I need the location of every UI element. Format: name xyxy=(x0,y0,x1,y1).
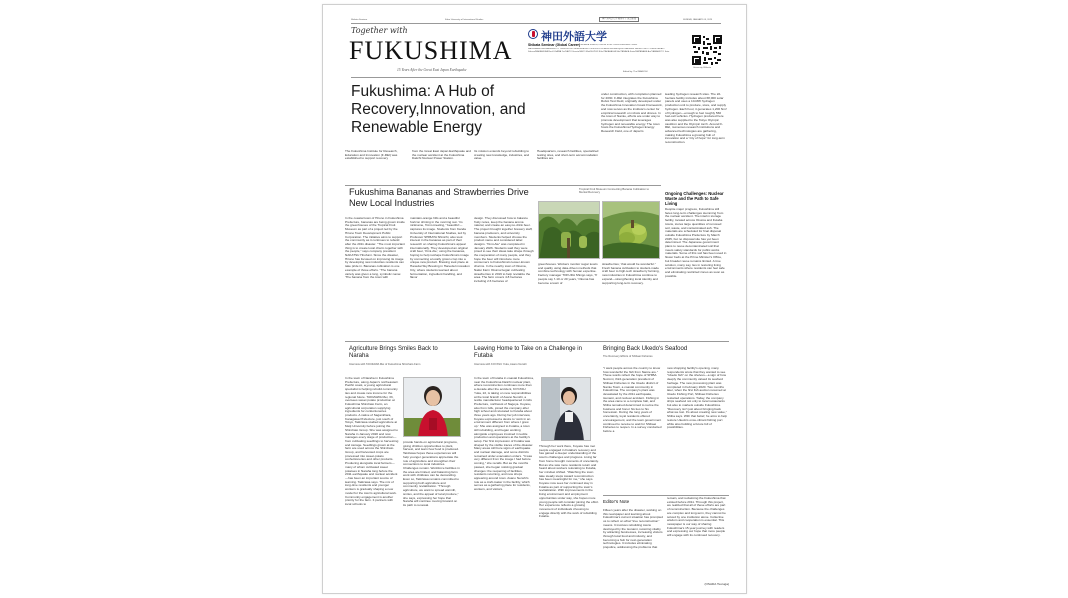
masthead-tagline: 15 Years After the Great East Japan Earthquake xyxy=(397,68,467,72)
lead-column-3: Its mission extends beyond rebuilding to creating new knowledge, industries, and value. xyxy=(474,150,530,161)
editors-note-heading: Editor's Note xyxy=(603,499,630,504)
bananas-column-3: design. They discussed how to balance fruity notes, keep the banana aroma natural, and create an easy-to-drink beer. The project brought together brewery staff, banana producers, and university members. Students helped choose the product name and considered label designs. "Kimi-Ale" was completed in January 2026. Students said they were proud to see their ideas take shape through the cooperation of many people, and they hope the beer will introduce more consumers to Fukushima's lesser-known charms. In the nearby town of Okuma, Nakui Farm Okuma began cultivating strawberries in 2019 to help revitalize the area. The farm covers 4.8 hectares including 2.6 hectares of xyxy=(474,217,534,283)
article-futaba-body-2: Through her work there, Koyasu has met people engaged in Futaba's recovery and has gained a deeper understanding of the town's challenges and progress. Living far from home brought moments of uncertainty. But as she saw more residents return and heard about workers relocating to Futaba, her mindset shifted. "Watching the town take steady steps toward reconstruction has been meaningful for me," she says. Koyasu now sees her continued stay in Futaba as part of supporting the town's revitalization. With improvements in the living environment and employment opportunities under way, she hopes more young people will consider joining the effort. Her experience reflects a growing movement of individuals choosing to engage directly with the work of rebuilding Futaba. xyxy=(539,445,599,519)
banana-photo-image xyxy=(539,202,600,259)
university-name: 神田外語大学 xyxy=(541,30,607,43)
bananas-headline: Fukushima Bananas and Strawberries Drive New Local Industries xyxy=(349,187,529,208)
banana-bunch-image xyxy=(603,202,660,259)
lead-column-6: leading hydrogen research sites. The 22-hectare facility includes about 68,000 solar panels and uses a 10-MW hydrogen production unit to produce, store, and supply hydrogen. Each hour, it generates 1,200 Nm³ of hydrogen—enough to fuel roughly 560 fuel-cell vehicles. Hydrogen produced here was also supplied to the Tokyo Olympic cauldron and the Olympic torch. Around F-REI, numerous research institutions and advanced technologies are gathering, making Fukushima a growing hub of innovation and a "city of hope" for long-term reconstruction. xyxy=(665,93,727,145)
article-naraha-body-1: In the town of Naraha in Fukushima Prefecture, along Japan's northeastern Pacific coast, a young agricultural specialist is helping rebuild community ties and create new income for the regional future. TAKIZAWA Mei, 33, oversees sweet potato production at Fukushima Shirohato Farm, an agricultural corporation supplying ingredients for confectioneries products. A native of Sagamihara, Kanagawa Prefecture, just south of Tokyo, Takizawa studied agriculture at Meiji University before joining the Shirohato Group. She was assigned to Naraha in January 2020 and now manages every stage of production—from cultivating seedlings to harvesting and storage. Seedlings grown at the farm are used across the Shirohato Group, and harvested crops are processed into sweet-potato confectioneries and other products. Producing alongside local farmers—many of whom cultivated sweet potatoes in Naraha long before the 2011 earthquake and nuclear accident—has been an important source of learning. Takizawa says. The mix of long-time residents and younger workers is gradually shaping a new model for the town's agricultural work. Community engagement is another priority for the farm. It partners with local schools to xyxy=(345,377,399,506)
header-paper-title-box: 神戸外国語大学 柴田ゼミ 英語新聞 xyxy=(599,17,639,22)
banana-greenhouse-photo xyxy=(538,201,600,259)
newspaper-page xyxy=(322,4,747,594)
masthead-title: FUKUSHIMA xyxy=(349,36,513,65)
article-naraha-subtitle: Interview with TAKIZAWA Mei of Fukushima Shirohato Farm xyxy=(349,363,421,366)
takizawa-portrait-image xyxy=(404,378,461,437)
lead-column-2: from the Great East Japan Earthquake and the nuclear accident at the Fukushima Daiichi Nuclear Power Station. xyxy=(412,150,471,161)
header-university-label: Kobe University of International Studies xyxy=(445,19,484,21)
seminar-professor: Prof. SHIBATA Shinichi, Director of the Career Education Center xyxy=(575,43,638,46)
sidebar-body: Despite major progress, Fukushima still faces long-term challenges stemming from the nuclear accident. The interim storage facility, located across Okuma and Futaba towns, stores large quantities of removed soil, waste, and contaminated ash. The materials are scheduled for final disposal outside Fukushima Prefecture by March 2045, but no disposal site has yet been determined. The Japanese government plans to reuse decontaminated soil that meets safety standards for public works materials. Some of this soil has been used in flower beds at the Prime Minister's Office, but broader reuse remains limited. A true solution, many say, lies in restoring living environments where residents can feel safe and eliminating restricted zones as soon as possible. xyxy=(665,208,727,278)
koyasu-portrait-image xyxy=(542,378,591,441)
article-naraha-headline: Agriculture Brings Smiles Back to Naraha xyxy=(349,346,438,359)
article-ukedo-headline: Bringing Back Ukedo's Seafood xyxy=(603,346,688,352)
bananas-column-5: strawberries,' that would be wonderful." Fresh banana cultivation to student-made craft beer to high-tech strawberry farming, new industries in Fukushima continue to expand—strengthening local identity and supporting long-term recovery. xyxy=(602,263,660,285)
article-futaba-subtitle: Interview with KOYASU Yuka, Asano Nenshi xyxy=(474,363,527,366)
banana-bunch-photo xyxy=(602,201,660,259)
takizawa-portrait-photo xyxy=(403,377,461,437)
qr-code-icon[interactable] xyxy=(692,35,722,65)
seminar-name: Shibata Seminar (Global Career) xyxy=(528,43,581,47)
qr-caption: University Website xyxy=(693,67,712,69)
header-seminar-label: Shibata Seminar xyxy=(351,19,368,21)
article-ukedo-body-2: new shopping facility's opening, many respondents wrote that they wanted to see "Ukedo fish" on the shelves—a sign of how deeply the community valued its seafood heritage. The new processing plant was completed in February 2020. Two months later, when the first fish auction resumed at Ukedo Fishing Port, Shibaei Fisheries restarted operations. Today, the company ships seafood not only to local restaurants but also to markets outside Fukushima. "Recovery isn't just about bringing back what we lost. It's about creating new value," Shiba says. With that belief, he aims to help restore Ukedo's once-vibrant fishing port while also building a future full of possibilities. xyxy=(667,367,727,430)
together-with-label: Together with xyxy=(351,26,408,35)
editors-note-body-1: Fifteen years after the disaster, working on this newspaper and learning about Fukushima's current situation has prompted us to reflect on what "true reconstruction" means. It involves rebuilding towns destroyed by the tsunami, restoring vitality by attracting businesses, increasing visitors through local food and industry, and becoming a hub for next-generation technologies. It includes eliminating prejudice, addressing the problems that xyxy=(603,509,663,550)
seminar-members: HAGIWARA Kaito/HASHIMOTO Yuka/IGUCHI Sora/KATAGIRI Yuna/KIKUCHI Ami/KIMURA Ryo/KOBAYASHI Hana/KONDO Yuto/MIYAZAKI Sakura/NAKAMURA Ren/OGAWA Yui/SAITO Haruto/SATO Mio/SUZUKI Riku/TAKAHASHI Mei/TANAKA Kaito/WATANABE Aoi/YAMAMOTO Sota xyxy=(528,48,670,53)
article-futaba-headline: Leaving Home to Take on a Challenge in Futaba xyxy=(474,346,582,359)
bananas-column-1: In the coastal town of Hirono in Fukushima Prefecture, bananas are being grown inside the greenhouses of the Tropical Fruit Museum as part of a project led by the Hirono Town Development Public Corporation. The initiative aims to support the community as it continues to rebuild after the 2011 disaster. "The most important thing is to create local charm together with the people," says company president NAKATSU Hirofumi. Since the disaster, Hirono has focused on improving its image by developing new industries residents can take pride in. Bananas cultivation is one example of those efforts. "The banana variety was given a long, symbolic name: 'The banana from the town with xyxy=(345,217,405,280)
article-naraha-body-2: provide hands-on agricultural programs, giving children opportunities to plant, harvest, and learn how food is produced. Takizawa hopes these experiences will help younger generations appreciate the role of agriculture and strengthen their connections to local industries. Challenges remain. Workforce facilities in the area are limited, and balancing farm work with childcare can be demanding. Even so, Takizawa remains committed to supporting both agriculture and community revitalization. "Through agriculture, we want to spread warmth, smiles, and the appeal of local produce," she says, expressing her hope that Naraha will continue moving forward on its path to renewal. xyxy=(403,441,460,507)
lead-column-5: under construction, with completion planned for 2030. F-REI integrates the Fukushima Robot Test Field, originally developed under the Fukushima Innovation Coast Framework, and now serves as the institute's center for empirical research on robots and drones. In the town of Namie, efforts are under way to promote development that leverages hydrogen and renewable energy. The town hosts the Fukushima Hydrogen Energy Research Field, one of Japan's xyxy=(601,93,663,134)
sidebar-heading: Ongoing Challenges: Nuclear Waste and the Path to Safe Living xyxy=(665,191,724,206)
article-ukedo-subtitle: The Recovery Efforts of Shibaei Fisheries xyxy=(603,355,653,358)
bananas-photo-caption: Tropical Fruit Museum Connecting Banana Cultivation to Mental Recovery xyxy=(579,187,650,195)
article-ukedo-body-1: "I want people across the country to know how wonderful the fish from Namie are." These words reflect the hope of SHIBA Nozomi, third-generation president of Shibaei Fisheries in the Ukedo district of Namie Town, a coastal community in Fukushima. The company's plant was devastated by the 2011 earthquake, tsunami, and nuclear accident. Fishing in the area came to a complete halt, and Shiba remained determined to revive the business and honor his ties to his hometown. During the long years of uncertainty, loyal residents offered encouragement, and the town government continued to receive to wait for Shibaei Fisheries to reopen. In a survey conducted before a xyxy=(603,367,662,433)
editors-note-body-2: remain, and reclaiming the Fukushima that existed before 2011. Through this project, we realized that all of these efforts are part of reconstruction. Because the challenges are complex and long-term, they cannot be solved by one institution alone. Collective wisdom and cooperation is essential. This newspaper is our way of sharing Fukushima's 15-year journey with readers and expressing our hope that more people will engage with its continued recovery. xyxy=(667,497,726,538)
koyasu-portrait-photo xyxy=(541,377,591,441)
bananas-column-4: greenhouses. Workers monitor sugar levels and quality using data-driven methods that combine technology with human expertise. Factory manager TOKUDA Shingo says, "If people say 'I-10 or 20 years,' Okuma has become a town of xyxy=(538,263,598,285)
lead-column-4: Headquarters, research facilities, specialized testing sites, and short-term accommodation facilities are xyxy=(537,150,599,161)
header-date: SUNDAY, JANUARY 05, 2025 xyxy=(683,19,713,21)
lead-headline: Fukushima: A Hub of Recovery,Innovation, and Renewable Energy xyxy=(351,83,526,136)
university-emblem-icon xyxy=(528,29,538,39)
edited-by: Edited by: The IMANICHI xyxy=(623,71,648,73)
bananas-column-2: maintain-orange hills and a beautiful horizon shining in the morning sun.' Its nickname, 'Kimi-mieeling,' 'beautiful'—captures its image. Students from Kanda University of International Studies, led by Professor SHIBATA Shinichi, also took interest in the bananas as part of their research on sharing Fukushima's appeal internationally. They developed an original craft beer, 'Kimi-Ale,' using the bananas, hoping to help reshape Fukushima's image by connecting a locally grown crop into a unique new product. Brewing took place at Hanedai Sky Brewing in Haneda Innovation City, where students learned about fermentation, ingredient handling, and flavor xyxy=(410,217,470,280)
article-futaba-body-1: In the town of Futaba in coastal Fukushima, near the Fukushima Daiichi nuclear plant, where reconstruction continues more than a decade after the accident, KOYASU Yuka, 22, is taking on new responsibilities at the local branch of Asano Nenshi, a textile manufacturer headquartered in Gifu Prefecture, northwest of Nagoya. Koyasu, also from Gifu, joined the company after high school and relocated to Futaba about three years ago. During her job interview, Koyasu expressed a desire to 'work in an environment different from where I grew up.' She was assigned to Futaba, a town still rebuilding, and began working alongside employees involved in textile production and operations at the facility's setup. Her first impression of Futaba was shaped by the visible traces of the disaster. Many areas still bore signs of earthquake and nuclear damage, and some districts remained under evacuation orders. "It was very different from the image I had before coming," she recalls. But as the months passed, she began noticing gradual changes: the reopening of facilities, residents returning, and new shops appearing around town. Asano Nenshi's role as a craft-maker in the facility, which serves as a gathering place for residents, workers, and visitors. xyxy=(474,377,534,492)
lead-column-1: The Fukushima Institute for Research, Education and Innovation (F-REI) was established to support recovery xyxy=(345,150,398,161)
editors-note-signature: (OSADA Tsuruga) xyxy=(704,583,729,586)
